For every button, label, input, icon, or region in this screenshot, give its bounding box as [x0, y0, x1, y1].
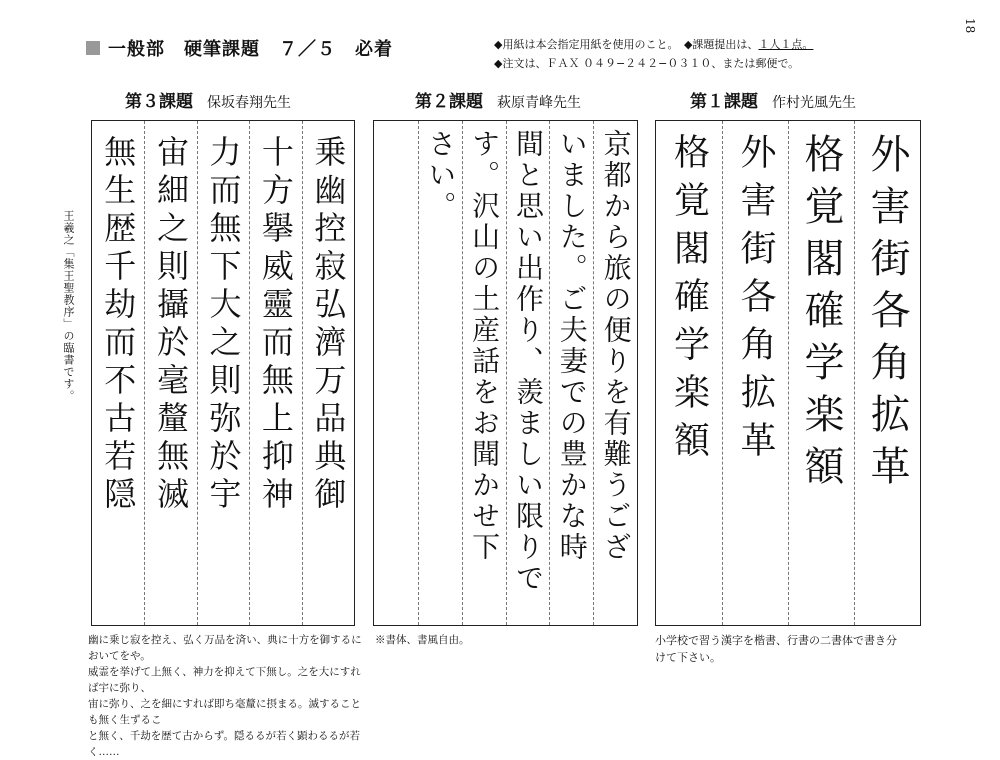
- note-paper-and-submission: ◆用紙は本会指定用紙を使用のこと。 ◆課題提出は、１人１点。: [494, 38, 814, 51]
- specimen-column: [374, 121, 418, 625]
- side-caption: 王羲之「集王聖教序」の臨書です。: [62, 210, 75, 402]
- page-number: 18: [963, 18, 977, 34]
- assignment3-footnote: 幽に乗じ寂を控え、弘く万品を済い、典に十方を御するにおいてをや。 威霊を挙げて上無く、神力を抑えて下無し。之を大にすれば宇に弥り、 宙に弥り、之を細にすれば即ち毫釐に摂まる。滅することも無く生ずるこ と無く、千劫を歴て古からず。隠るるが若く顕わるるが若く……: [88, 634, 362, 758]
- specimen-column: 格覚閣確学楽額: [788, 121, 854, 625]
- assignment2-footnote: ※書体、書風自由。: [375, 634, 470, 646]
- assignment2-heading: [415, 87, 581, 112]
- specimen-column: 間と思い出作り、羨ましい限りで: [506, 121, 550, 625]
- specimen-column: 京都から旅の便りを有難うござ: [593, 121, 637, 625]
- specimen-column: 格覚閣確学楽額: [668, 133, 710, 469]
- title-text: 一般部 硬筆課題 ７／５ 必着: [108, 39, 393, 60]
- assignment1-label: 第１課題: [690, 92, 758, 112]
- assignment3-specimen-box: [91, 120, 355, 626]
- specimen-column: す。沢山の土産話をお聞かせ下: [462, 121, 506, 625]
- page-title: [86, 35, 393, 61]
- assignment1-teacher: 作村光風先生: [772, 95, 856, 111]
- note-order-info: ◆注文は、ＦＡＸ ０４９−２４２−０３１０、または郵便で。: [494, 57, 800, 70]
- header-notes: [494, 35, 813, 73]
- assignment2-specimen-box: [373, 120, 638, 626]
- assignment2-teacher: 萩原青峰先生: [497, 95, 581, 111]
- specimen-column: 無生歴千劫而不古若隠: [99, 135, 138, 515]
- note-one-per-person: １人１点。: [758, 38, 814, 51]
- assignment1-specimen-box: [655, 120, 921, 626]
- specimen-column: さい。: [418, 121, 462, 625]
- specimen-column: 外害街各角拡革: [722, 121, 788, 625]
- specimen-column: 十方擧威靈而無上抑神: [249, 121, 301, 625]
- title-marker-square: [86, 41, 100, 55]
- assignment2-label: 第２課題: [415, 92, 483, 112]
- specimen-column: 宙細之則攝於毫釐無滅: [144, 121, 196, 625]
- assignment1-footnote: 小学校で習う漢字を楷書、行書の二書体で書き分 けて下さい。: [655, 634, 897, 664]
- assignment3-label: 第３課題: [125, 92, 193, 112]
- assignment1-heading: [690, 87, 856, 112]
- specimen-column: 外害街各角拡革: [854, 121, 920, 625]
- specimen-column: 力而無下大之則弥於宇: [197, 121, 249, 625]
- assignment3-teacher: 保坂春翔先生: [207, 95, 291, 111]
- specimen-column: 乗幽控寂弘濟万品典御: [302, 121, 354, 625]
- specimen-column: いました。ご夫妻での豊かな時: [549, 121, 593, 625]
- assignment3-heading: [125, 87, 291, 112]
